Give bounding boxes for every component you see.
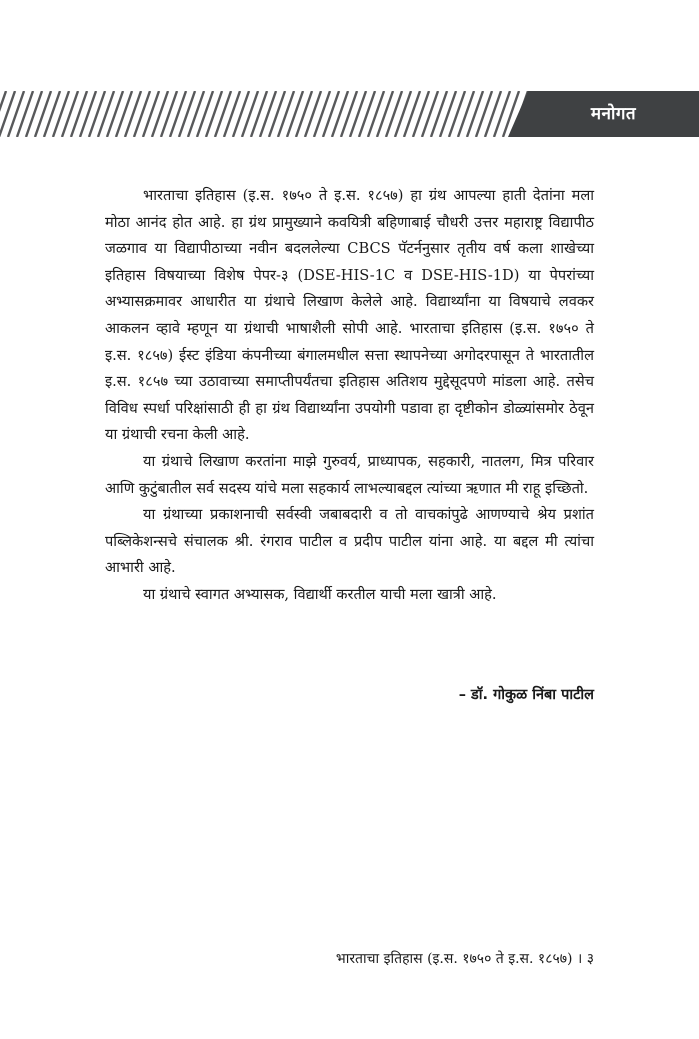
stripe-line <box>368 91 384 137</box>
stripe-line <box>26 91 42 137</box>
stripe-line <box>422 91 438 137</box>
stripe-line <box>359 91 375 137</box>
stripe-line <box>494 91 510 137</box>
stripe-line <box>143 91 159 137</box>
stripe-line <box>404 91 420 137</box>
stripe-line <box>278 91 294 137</box>
stripe-line <box>476 91 492 137</box>
stripe-line <box>341 91 357 137</box>
stripe-line <box>125 91 141 137</box>
stripe-line <box>386 91 402 137</box>
stripe-line <box>44 91 60 137</box>
stripe-line <box>431 91 447 137</box>
stripe-line <box>332 91 348 137</box>
stripe-line <box>485 91 501 137</box>
stripe-line <box>71 91 87 137</box>
stripe-line <box>458 91 474 137</box>
stripe-line <box>449 91 465 137</box>
stripe-line <box>395 91 411 137</box>
diagonal-stripes <box>0 91 555 137</box>
stripe-line <box>224 91 240 137</box>
stripe-line <box>98 91 114 137</box>
stripe-line <box>107 91 123 137</box>
stripe-line <box>323 91 339 137</box>
stripe-line <box>8 91 24 137</box>
stripe-line <box>287 91 303 137</box>
stripe-line <box>242 91 258 137</box>
stripe-line <box>260 91 276 137</box>
stripe-line <box>314 91 330 137</box>
page-footer: भारताचा इतिहास (इ.स. १७५० ते इ.स. १८५७) । ३ <box>335 951 594 967</box>
stripe-line <box>251 91 267 137</box>
stripe-line <box>296 91 312 137</box>
paragraph: या ग्रंथाचे लिखाण करतांना माझे गुरुवर्य, प्राध्यापक, सहकारी, नातलग, मित्र परिवार आणि कुटुंबातील सर्व सदस्य यांचे मला सहकार्य लाभल्याबद्दल त्यांच्या ऋणात मी राहू इच्छितो. <box>105 452 594 497</box>
stripe-line <box>179 91 195 137</box>
page-title: मनोगत <box>590 104 637 124</box>
paragraph: या ग्रंथाचे स्वागत अभ्यासक, विद्यार्थी करतील याची मला खात्री आहे. <box>143 585 497 603</box>
stripe-line <box>215 91 231 137</box>
author-signature: – डॉ. गोकुळ निंबा पाटील <box>458 687 594 703</box>
stripe-line <box>80 91 96 137</box>
stripe-line <box>89 91 105 137</box>
stripe-line <box>350 91 366 137</box>
paragraph: भारताचा इतिहास (इ.स. १७५० ते इ.स. १८५७) हा ग्रंथ आपल्या हाती देतांना मला मोठा आनंद होत आहे. हा ग्रंथ प्रामुख्याने कवयित्री बहिणाबाई चौधरी उत्तर महाराष्ट्र विद्यापीठ जळगाव या विद्यापीठाच्या नवीन बदललेल्या CBCS पॅटर्ननुसार तृतीय वर्ष कला शाखेच्या इतिहास विषयाच्या विशेष पेपर-३ (DSE-HIS-1C व DSE-HIS-1D) या पेपरांच्या अभ्यासक्रमावर आधारीत या ग्रंथाचे लिखाण केलेले आहे. विद्यार्थ्यांना या विषयाचे लवकर आकलन व्हावे म्हणून या ग्रंथाची भाषाशैली सोपी आहे. भारताचा इतिहास (इ.स. १७५० ते इ.स. १८५७) ईस्ट इंडिया कंपनीच्या बंगालमधील सत्ता स्थापनेच्या अगोदरपासून ते भारतातील इ.स. १८५७ च्या उठावाच्या समाप्तीपर्यंतचा इतिहास अतिशय मुद्देसूदपणे मांडला आहे. तसेच विविध स्पर्धा परिक्षांसाठी ही हा ग्रंथ विद्यार्थ्यांना उपयोगी पडावा हा दृष्टीकोन डोळ्यांसमोर ठेवून या ग्रंथाची रचना केली आहे. <box>105 187 594 444</box>
stripe-line <box>116 91 132 137</box>
stripe-line <box>17 91 33 137</box>
stripe-line <box>188 91 204 137</box>
stripe-line <box>152 91 168 137</box>
stripe-line <box>134 91 150 137</box>
stripe-line <box>440 91 456 137</box>
stripe-line <box>269 91 285 137</box>
stripe-line <box>377 91 393 137</box>
stripe-line <box>53 91 69 137</box>
stripe-line <box>197 91 213 137</box>
stripe-line <box>206 91 222 137</box>
paragraph: या ग्रंथाच्या प्रकाशनाची सर्वस्वी जबाबदारी व तो वाचकांपुढे आणण्याचे श्रेय प्रशांत पब्लिकेशन्सचे संचालक श्री. रंगराव पाटील व प्रदीप पाटील यांना आहे. या बद्दल मी त्यांचा आभारी आहे. <box>105 506 594 577</box>
stripe-line <box>233 91 249 137</box>
stripe-line <box>35 91 51 137</box>
stripe-line <box>161 91 177 137</box>
stripe-line <box>170 91 186 137</box>
stripe-line <box>0 91 15 137</box>
stripe-line <box>305 91 321 137</box>
stripe-line <box>62 91 78 137</box>
body-text <box>105 183 594 609</box>
stripe-line <box>413 91 429 137</box>
stripe-line <box>467 91 483 137</box>
